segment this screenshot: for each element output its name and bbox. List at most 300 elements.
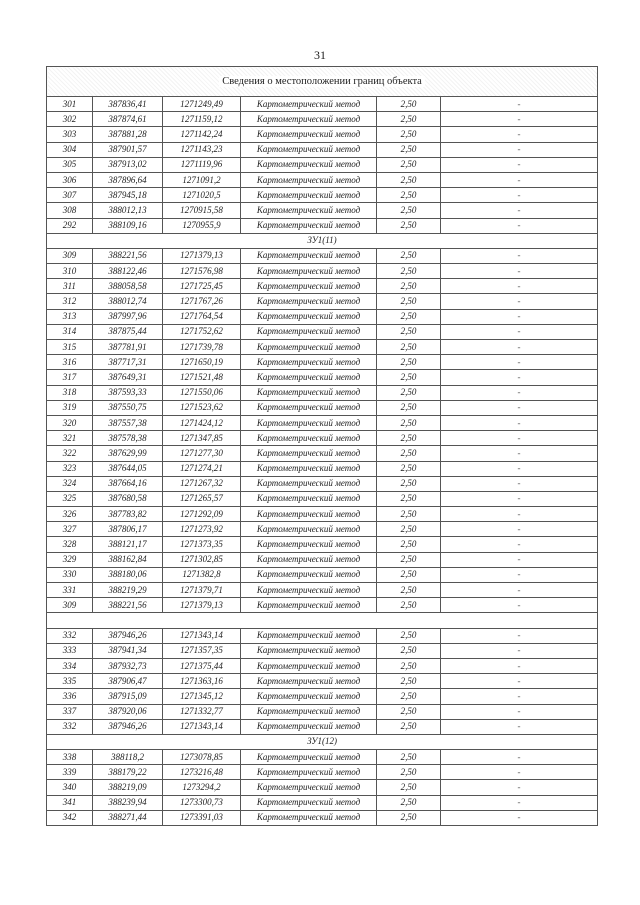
method-cell: Картометрический метод <box>241 674 377 689</box>
table-row <box>47 340 598 355</box>
note-cell: - <box>441 795 598 810</box>
table-row <box>47 795 598 810</box>
method-cell: Картометрический метод <box>241 324 377 339</box>
accuracy-cell: 2,50 <box>377 476 441 491</box>
y-coordinate-cell: 1271143,23 <box>163 142 241 157</box>
point-number-cell: 320 <box>47 415 93 430</box>
note-cell: - <box>441 279 598 294</box>
accuracy-cell: 2,50 <box>377 643 441 658</box>
x-coordinate-cell: 387874,61 <box>93 112 163 127</box>
y-coordinate-cell: 1273216,48 <box>163 765 241 780</box>
method-cell: Картометрический метод <box>241 446 377 461</box>
note-cell: - <box>441 218 598 233</box>
note-cell: - <box>441 476 598 491</box>
method-cell: Картометрический метод <box>241 795 377 810</box>
y-coordinate-cell: 1271379,71 <box>163 583 241 598</box>
accuracy-cell: 2,50 <box>377 157 441 172</box>
table-row <box>47 415 598 430</box>
point-number-cell: 312 <box>47 294 93 309</box>
point-number-cell: 317 <box>47 370 93 385</box>
point-number-cell: 333 <box>47 643 93 658</box>
method-cell: Картометрический метод <box>241 643 377 658</box>
table-row <box>47 218 598 233</box>
method-cell: Картометрический метод <box>241 583 377 598</box>
method-cell: Картометрический метод <box>241 248 377 263</box>
table-row <box>47 522 598 537</box>
accuracy-cell: 2,50 <box>377 674 441 689</box>
table-row <box>47 765 598 780</box>
table-row <box>47 248 598 263</box>
point-number-cell: 313 <box>47 309 93 324</box>
x-coordinate-cell: 387945,18 <box>93 188 163 203</box>
table-row <box>47 264 598 279</box>
x-coordinate-cell: 387946,26 <box>93 719 163 734</box>
note-cell: - <box>441 628 598 643</box>
accuracy-cell: 2,50 <box>377 507 441 522</box>
method-cell: Картометрический метод <box>241 461 377 476</box>
accuracy-cell: 2,50 <box>377 112 441 127</box>
y-coordinate-cell: 1271576,98 <box>163 264 241 279</box>
method-cell: Картометрический метод <box>241 628 377 643</box>
table-row <box>47 750 598 765</box>
x-coordinate-cell: 388012,74 <box>93 294 163 309</box>
accuracy-cell: 2,50 <box>377 810 441 825</box>
y-coordinate-cell: 1271424,12 <box>163 415 241 430</box>
note-cell: - <box>441 157 598 172</box>
table-row <box>47 370 598 385</box>
y-coordinate-cell: 1271265,57 <box>163 491 241 506</box>
table-row <box>47 355 598 370</box>
section-row <box>47 734 598 749</box>
note-cell: - <box>441 643 598 658</box>
point-number-cell: 304 <box>47 142 93 157</box>
y-coordinate-cell: 1271379,13 <box>163 248 241 263</box>
y-coordinate-cell: 1271767,26 <box>163 294 241 309</box>
section-label <box>47 613 598 628</box>
method-cell: Картометрический метод <box>241 127 377 142</box>
accuracy-cell: 2,50 <box>377 203 441 218</box>
x-coordinate-cell: 387629,99 <box>93 446 163 461</box>
table-row <box>47 142 598 157</box>
accuracy-cell: 2,50 <box>377 598 441 613</box>
y-coordinate-cell: 1271119,96 <box>163 157 241 172</box>
accuracy-cell: 2,50 <box>377 567 441 582</box>
accuracy-cell: 2,50 <box>377 188 441 203</box>
note-cell: - <box>441 446 598 461</box>
section-row <box>47 233 598 248</box>
note-cell: - <box>441 355 598 370</box>
note-cell: - <box>441 780 598 795</box>
note-cell: - <box>441 264 598 279</box>
table-title-cell <box>47 67 598 97</box>
table-row <box>47 400 598 415</box>
y-coordinate-cell: 1271379,13 <box>163 598 241 613</box>
point-number-cell: 339 <box>47 765 93 780</box>
table-row <box>47 658 598 673</box>
note-cell: - <box>441 507 598 522</box>
method-cell: Картометрический метод <box>241 385 377 400</box>
point-number-cell: 338 <box>47 750 93 765</box>
point-number-cell: 336 <box>47 689 93 704</box>
point-number-cell: 306 <box>47 172 93 187</box>
table-row <box>47 567 598 582</box>
note-cell: - <box>441 415 598 430</box>
point-number-cell: 332 <box>47 719 93 734</box>
table-row <box>47 309 598 324</box>
y-coordinate-cell: 1271363,16 <box>163 674 241 689</box>
note-cell: - <box>441 583 598 598</box>
note-cell: - <box>441 309 598 324</box>
note-cell: - <box>441 400 598 415</box>
point-number-cell: 335 <box>47 674 93 689</box>
y-coordinate-cell: 1271382,8 <box>163 567 241 582</box>
section-row <box>47 613 598 628</box>
table-row <box>47 507 598 522</box>
y-coordinate-cell: 1270915,58 <box>163 203 241 218</box>
note-cell: - <box>441 567 598 582</box>
note-cell: - <box>441 537 598 552</box>
table-row <box>47 583 598 598</box>
method-cell: Картометрический метод <box>241 552 377 567</box>
x-coordinate-cell: 387806,17 <box>93 522 163 537</box>
table-row <box>47 689 598 704</box>
table-row <box>47 643 598 658</box>
y-coordinate-cell: 1273294,2 <box>163 780 241 795</box>
point-number-cell: 307 <box>47 188 93 203</box>
accuracy-cell: 2,50 <box>377 127 441 142</box>
x-coordinate-cell: 388219,29 <box>93 583 163 598</box>
y-coordinate-cell: 1271375,44 <box>163 658 241 673</box>
x-coordinate-cell: 387941,34 <box>93 643 163 658</box>
method-cell: Картометрический метод <box>241 203 377 218</box>
accuracy-cell: 2,50 <box>377 415 441 430</box>
method-cell: Картометрический метод <box>241 188 377 203</box>
accuracy-cell: 2,50 <box>377 689 441 704</box>
note-cell: - <box>441 522 598 537</box>
table-row <box>47 674 598 689</box>
y-coordinate-cell: 1271020,5 <box>163 188 241 203</box>
x-coordinate-cell: 387578,38 <box>93 431 163 446</box>
note-cell: - <box>441 491 598 506</box>
note-cell: - <box>441 112 598 127</box>
y-coordinate-cell: 1271159,12 <box>163 112 241 127</box>
point-number-cell: 308 <box>47 203 93 218</box>
accuracy-cell: 2,50 <box>377 795 441 810</box>
y-coordinate-cell: 1271347,85 <box>163 431 241 446</box>
x-coordinate-cell: 387781,91 <box>93 340 163 355</box>
note-cell: - <box>441 750 598 765</box>
y-coordinate-cell: 1271550,06 <box>163 385 241 400</box>
note-cell: - <box>441 294 598 309</box>
method-cell: Картометрический метод <box>241 810 377 825</box>
note-cell: - <box>441 765 598 780</box>
point-number-cell: 334 <box>47 658 93 673</box>
point-number-cell: 329 <box>47 552 93 567</box>
note-cell: - <box>441 552 598 567</box>
table-row <box>47 385 598 400</box>
method-cell: Картометрический метод <box>241 309 377 324</box>
table-title: Сведения о местоположении границ объекта <box>219 76 425 87</box>
x-coordinate-cell: 387906,47 <box>93 674 163 689</box>
table-row <box>47 598 598 613</box>
method-cell: Картометрический метод <box>241 476 377 491</box>
table-row <box>47 97 598 112</box>
note-cell: - <box>441 97 598 112</box>
y-coordinate-cell: 1271725,45 <box>163 279 241 294</box>
point-number-cell: 328 <box>47 537 93 552</box>
method-cell: Картометрический метод <box>241 765 377 780</box>
method-cell: Картометрический метод <box>241 689 377 704</box>
accuracy-cell: 2,50 <box>377 552 441 567</box>
point-number-cell: 292 <box>47 218 93 233</box>
y-coordinate-cell: 1271249,49 <box>163 97 241 112</box>
method-cell: Картометрический метод <box>241 598 377 613</box>
method-cell: Картометрический метод <box>241 704 377 719</box>
x-coordinate-cell: 387901,57 <box>93 142 163 157</box>
accuracy-cell: 2,50 <box>377 583 441 598</box>
method-cell: Картометрический метод <box>241 415 377 430</box>
section-label: ЗУ1(12) <box>47 734 598 749</box>
x-coordinate-cell: 387783,82 <box>93 507 163 522</box>
accuracy-cell: 2,50 <box>377 658 441 673</box>
accuracy-cell: 2,50 <box>377 704 441 719</box>
accuracy-cell: 2,50 <box>377 628 441 643</box>
accuracy-cell: 2,50 <box>377 719 441 734</box>
point-number-cell: 341 <box>47 795 93 810</box>
table-row <box>47 719 598 734</box>
point-number-cell: 305 <box>47 157 93 172</box>
x-coordinate-cell: 387915,09 <box>93 689 163 704</box>
method-cell: Картометрический метод <box>241 157 377 172</box>
note-cell: - <box>441 142 598 157</box>
accuracy-cell: 2,50 <box>377 750 441 765</box>
table-row <box>47 537 598 552</box>
table-row <box>47 203 598 218</box>
point-number-cell: 342 <box>47 810 93 825</box>
method-cell: Картометрический метод <box>241 340 377 355</box>
note-cell: - <box>441 248 598 263</box>
y-coordinate-cell: 1271764,54 <box>163 309 241 324</box>
x-coordinate-cell: 388239,94 <box>93 795 163 810</box>
y-coordinate-cell: 1271302,85 <box>163 552 241 567</box>
table-row <box>47 324 598 339</box>
x-coordinate-cell: 387875,44 <box>93 324 163 339</box>
accuracy-cell: 2,50 <box>377 264 441 279</box>
x-coordinate-cell: 388271,44 <box>93 810 163 825</box>
method-cell: Картометрический метод <box>241 658 377 673</box>
x-coordinate-cell: 387557,38 <box>93 415 163 430</box>
note-cell: - <box>441 658 598 673</box>
x-coordinate-cell: 388180,06 <box>93 567 163 582</box>
y-coordinate-cell: 1271091,2 <box>163 172 241 187</box>
y-coordinate-cell: 1271274,21 <box>163 461 241 476</box>
method-cell: Картометрический метод <box>241 218 377 233</box>
accuracy-cell: 2,50 <box>377 537 441 552</box>
table-row <box>47 704 598 719</box>
table-row <box>47 279 598 294</box>
y-coordinate-cell: 1270955,9 <box>163 218 241 233</box>
method-cell: Картометрический метод <box>241 370 377 385</box>
accuracy-cell: 2,50 <box>377 522 441 537</box>
method-cell: Картометрический метод <box>241 567 377 582</box>
x-coordinate-cell: 387664,16 <box>93 476 163 491</box>
point-number-cell: 310 <box>47 264 93 279</box>
point-number-cell: 340 <box>47 780 93 795</box>
table-row <box>47 476 598 491</box>
x-coordinate-cell: 388221,56 <box>93 598 163 613</box>
note-cell: - <box>441 340 598 355</box>
note-cell: - <box>441 431 598 446</box>
x-coordinate-cell: 388121,17 <box>93 537 163 552</box>
x-coordinate-cell: 387644,05 <box>93 461 163 476</box>
accuracy-cell: 2,50 <box>377 431 441 446</box>
y-coordinate-cell: 1271142,24 <box>163 127 241 142</box>
y-coordinate-cell: 1271521,48 <box>163 370 241 385</box>
method-cell: Картометрический метод <box>241 537 377 552</box>
accuracy-cell: 2,50 <box>377 294 441 309</box>
table-row <box>47 491 598 506</box>
method-cell: Картометрический метод <box>241 522 377 537</box>
table-row <box>47 294 598 309</box>
x-coordinate-cell: 387680,58 <box>93 491 163 506</box>
accuracy-cell: 2,50 <box>377 340 441 355</box>
y-coordinate-cell: 1271752,62 <box>163 324 241 339</box>
x-coordinate-cell: 387896,64 <box>93 172 163 187</box>
table-row <box>47 172 598 187</box>
table-row <box>47 552 598 567</box>
y-coordinate-cell: 1271343,14 <box>163 628 241 643</box>
y-coordinate-cell: 1271357,35 <box>163 643 241 658</box>
table-row <box>47 446 598 461</box>
x-coordinate-cell: 387913,02 <box>93 157 163 172</box>
point-number-cell: 316 <box>47 355 93 370</box>
method-cell: Картометрический метод <box>241 491 377 506</box>
accuracy-cell: 2,50 <box>377 765 441 780</box>
x-coordinate-cell: 388118,2 <box>93 750 163 765</box>
table-row <box>47 780 598 795</box>
point-number-cell: 322 <box>47 446 93 461</box>
method-cell: Картометрический метод <box>241 97 377 112</box>
note-cell: - <box>441 127 598 142</box>
note-cell: - <box>441 674 598 689</box>
x-coordinate-cell: 387649,31 <box>93 370 163 385</box>
x-coordinate-cell: 387997,96 <box>93 309 163 324</box>
method-cell: Картометрический метод <box>241 264 377 279</box>
method-cell: Картометрический метод <box>241 172 377 187</box>
y-coordinate-cell: 1271739,78 <box>163 340 241 355</box>
y-coordinate-cell: 1273391,03 <box>163 810 241 825</box>
y-coordinate-cell: 1271345,12 <box>163 689 241 704</box>
note-cell: - <box>441 370 598 385</box>
page-number: 31 <box>314 48 326 62</box>
accuracy-cell: 2,50 <box>377 446 441 461</box>
boundary-table <box>46 66 598 826</box>
x-coordinate-cell: 387836,41 <box>93 97 163 112</box>
table-row <box>47 431 598 446</box>
note-cell: - <box>441 689 598 704</box>
table-body <box>47 67 598 826</box>
y-coordinate-cell: 1271273,92 <box>163 522 241 537</box>
note-cell: - <box>441 704 598 719</box>
method-cell: Картометрический метод <box>241 431 377 446</box>
x-coordinate-cell: 387932,73 <box>93 658 163 673</box>
y-coordinate-cell: 1271277,30 <box>163 446 241 461</box>
note-cell: - <box>441 461 598 476</box>
accuracy-cell: 2,50 <box>377 97 441 112</box>
table-row <box>47 157 598 172</box>
point-number-cell: 309 <box>47 598 93 613</box>
x-coordinate-cell: 388221,56 <box>93 248 163 263</box>
accuracy-cell: 2,50 <box>377 355 441 370</box>
point-number-cell: 331 <box>47 583 93 598</box>
y-coordinate-cell: 1271292,09 <box>163 507 241 522</box>
point-number-cell: 319 <box>47 400 93 415</box>
method-cell: Картометрический метод <box>241 294 377 309</box>
accuracy-cell: 2,50 <box>377 780 441 795</box>
table-row <box>47 112 598 127</box>
section-label: ЗУ1(11) <box>47 233 598 248</box>
accuracy-cell: 2,50 <box>377 172 441 187</box>
x-coordinate-cell: 387593,33 <box>93 385 163 400</box>
method-cell: Картометрический метод <box>241 507 377 522</box>
accuracy-cell: 2,50 <box>377 142 441 157</box>
point-number-cell: 314 <box>47 324 93 339</box>
table-row <box>47 461 598 476</box>
accuracy-cell: 2,50 <box>377 218 441 233</box>
table-row <box>47 188 598 203</box>
x-coordinate-cell: 387920,06 <box>93 704 163 719</box>
point-number-cell: 330 <box>47 567 93 582</box>
point-number-cell: 309 <box>47 248 93 263</box>
accuracy-cell: 2,50 <box>377 248 441 263</box>
note-cell: - <box>441 324 598 339</box>
point-number-cell: 303 <box>47 127 93 142</box>
table-row <box>47 127 598 142</box>
method-cell: Картометрический метод <box>241 719 377 734</box>
point-number-cell: 323 <box>47 461 93 476</box>
y-coordinate-cell: 1271523,62 <box>163 400 241 415</box>
point-number-cell: 325 <box>47 491 93 506</box>
table-title-row <box>47 67 598 97</box>
method-cell: Картометрический метод <box>241 279 377 294</box>
x-coordinate-cell: 388219,09 <box>93 780 163 795</box>
table-row <box>47 810 598 825</box>
y-coordinate-cell: 1271373,35 <box>163 537 241 552</box>
note-cell: - <box>441 810 598 825</box>
method-cell: Картометрический метод <box>241 750 377 765</box>
accuracy-cell: 2,50 <box>377 400 441 415</box>
method-cell: Картометрический метод <box>241 400 377 415</box>
y-coordinate-cell: 1271650,19 <box>163 355 241 370</box>
x-coordinate-cell: 388012,13 <box>93 203 163 218</box>
note-cell: - <box>441 188 598 203</box>
method-cell: Картометрический метод <box>241 142 377 157</box>
note-cell: - <box>441 172 598 187</box>
accuracy-cell: 2,50 <box>377 324 441 339</box>
y-coordinate-cell: 1271267,32 <box>163 476 241 491</box>
x-coordinate-cell: 388058,58 <box>93 279 163 294</box>
accuracy-cell: 2,50 <box>377 370 441 385</box>
method-cell: Картометрический метод <box>241 355 377 370</box>
accuracy-cell: 2,50 <box>377 309 441 324</box>
x-coordinate-cell: 388179,22 <box>93 765 163 780</box>
point-number-cell: 332 <box>47 628 93 643</box>
accuracy-cell: 2,50 <box>377 461 441 476</box>
note-cell: - <box>441 719 598 734</box>
y-coordinate-cell: 1271332,77 <box>163 704 241 719</box>
point-number-cell: 326 <box>47 507 93 522</box>
point-number-cell: 324 <box>47 476 93 491</box>
